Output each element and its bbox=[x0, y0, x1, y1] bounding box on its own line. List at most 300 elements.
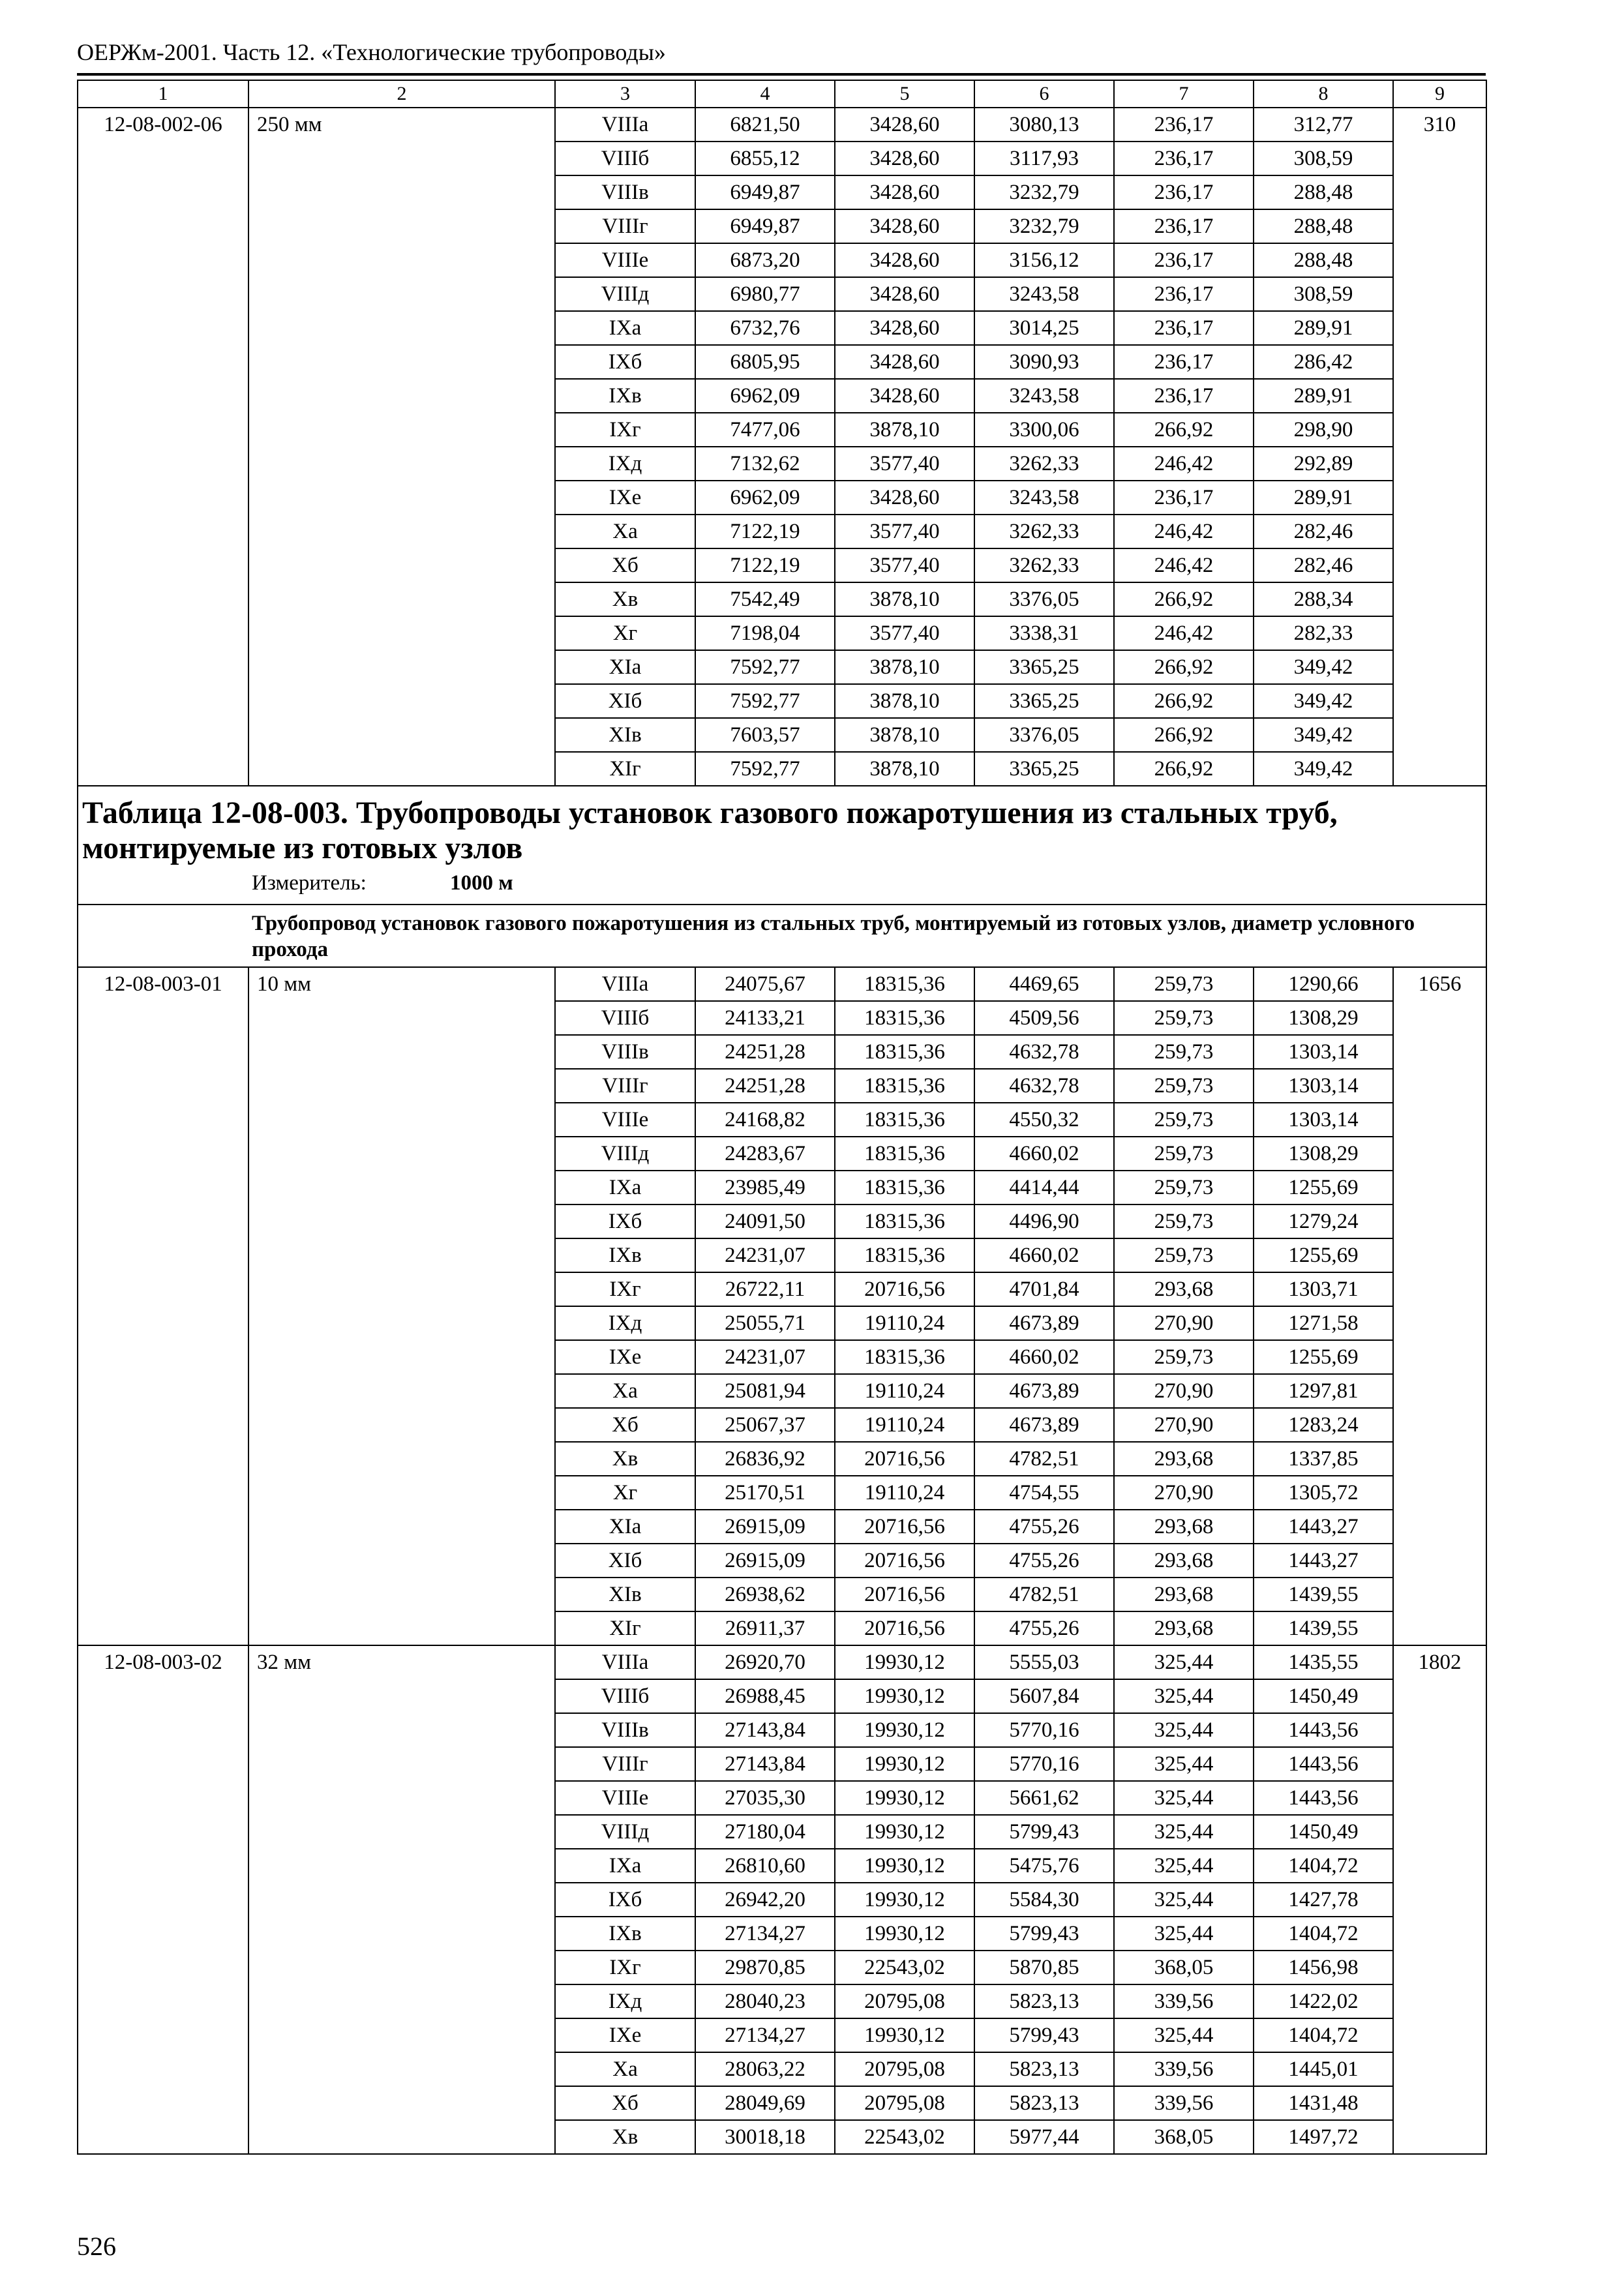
price-cell: 24231,07 bbox=[695, 1340, 835, 1374]
price-cell: 3878,10 bbox=[835, 650, 974, 684]
price-cell: 368,05 bbox=[1114, 2120, 1254, 2154]
price-cell: 4754,55 bbox=[974, 1476, 1114, 1510]
price-cell: 25170,51 bbox=[695, 1476, 835, 1510]
price-cell: 4660,02 bbox=[974, 1137, 1114, 1171]
price-cell: 20716,56 bbox=[835, 1510, 974, 1544]
price-cell: 325,44 bbox=[1114, 1747, 1254, 1781]
price-cell: 19930,12 bbox=[835, 1645, 974, 1679]
region-code: IXд bbox=[555, 1984, 695, 2018]
price-cell: 23985,49 bbox=[695, 1171, 835, 1204]
price-cell: 6821,50 bbox=[695, 108, 835, 142]
column-number: 3 bbox=[555, 80, 695, 108]
price-cell: 18315,36 bbox=[835, 1103, 974, 1137]
price-cell: 6873,20 bbox=[695, 243, 835, 277]
price-cell: 3262,33 bbox=[974, 515, 1114, 548]
price-cell: 1443,56 bbox=[1254, 1713, 1393, 1747]
column-number: 8 bbox=[1254, 80, 1393, 108]
region-code: IXд bbox=[555, 1306, 695, 1340]
region-code: VIIIа bbox=[555, 1645, 695, 1679]
column-number: 4 bbox=[695, 80, 835, 108]
price-cell: 26911,37 bbox=[695, 1611, 835, 1645]
price-cell: 26915,09 bbox=[695, 1510, 835, 1544]
price-cell: 27134,27 bbox=[695, 1917, 835, 1951]
price-cell: 7198,04 bbox=[695, 616, 835, 650]
price-cell: 282,46 bbox=[1254, 548, 1393, 582]
price-cell: 5555,03 bbox=[974, 1645, 1114, 1679]
region-code: XIг bbox=[555, 1611, 695, 1645]
price-cell: 5823,13 bbox=[974, 2086, 1114, 2120]
price-cell: 3232,79 bbox=[974, 209, 1114, 243]
price-cell: 27035,30 bbox=[695, 1781, 835, 1815]
price-cell: 298,90 bbox=[1254, 413, 1393, 447]
price-cell: 24133,21 bbox=[695, 1001, 835, 1035]
price-cell: 7122,19 bbox=[695, 548, 835, 582]
price-cell: 19110,24 bbox=[835, 1408, 974, 1442]
price-cell: 18315,36 bbox=[835, 1340, 974, 1374]
price-cell: 266,92 bbox=[1114, 582, 1254, 616]
price-cell: 18315,36 bbox=[835, 1035, 974, 1069]
price-cell: 1308,29 bbox=[1254, 1001, 1393, 1035]
price-cell: 266,92 bbox=[1114, 413, 1254, 447]
price-cell: 4660,02 bbox=[974, 1340, 1114, 1374]
price-cell: 18315,36 bbox=[835, 1001, 974, 1035]
price-cell: 22543,02 bbox=[835, 2120, 974, 2154]
price-cell: 28049,69 bbox=[695, 2086, 835, 2120]
price-cell: 1439,55 bbox=[1254, 1578, 1393, 1611]
price-cell: 1337,85 bbox=[1254, 1442, 1393, 1476]
price-cell: 1435,55 bbox=[1254, 1645, 1393, 1679]
price-cell: 3014,25 bbox=[974, 311, 1114, 345]
price-cell: 3262,33 bbox=[974, 447, 1114, 481]
price-cell: 288,48 bbox=[1254, 209, 1393, 243]
price-cell: 3365,25 bbox=[974, 650, 1114, 684]
price-cell: 20716,56 bbox=[835, 1544, 974, 1578]
region-code: Xа bbox=[555, 515, 695, 548]
measure-row bbox=[78, 866, 1486, 904]
price-cell: 24283,67 bbox=[695, 1137, 835, 1171]
price-cell: 259,73 bbox=[1114, 1238, 1254, 1272]
price-cell: 236,17 bbox=[1114, 311, 1254, 345]
price-cell: 368,05 bbox=[1114, 1951, 1254, 1984]
price-cell: 19110,24 bbox=[835, 1306, 974, 1340]
region-code: VIIIг bbox=[555, 1747, 695, 1781]
region-code: Xв bbox=[555, 582, 695, 616]
table-row bbox=[78, 967, 1486, 1001]
measure-label: Измеритель: bbox=[252, 871, 367, 895]
column-number: 2 bbox=[248, 80, 555, 108]
price-cell: 325,44 bbox=[1114, 1713, 1254, 1747]
region-code: XIб bbox=[555, 1544, 695, 1578]
region-code: VIIIе bbox=[555, 1103, 695, 1137]
price-cell: 6949,87 bbox=[695, 175, 835, 209]
price-cell: 289,91 bbox=[1254, 379, 1393, 413]
price-cell: 4755,26 bbox=[974, 1611, 1114, 1645]
price-cell: 20795,08 bbox=[835, 1984, 974, 2018]
region-code: IXв bbox=[555, 1917, 695, 1951]
price-cell: 3878,10 bbox=[835, 718, 974, 752]
region-code: IXд bbox=[555, 447, 695, 481]
price-cell: 7477,06 bbox=[695, 413, 835, 447]
region-code: XIа bbox=[555, 1510, 695, 1544]
region-code: IXб bbox=[555, 345, 695, 379]
price-cell: 308,59 bbox=[1254, 277, 1393, 311]
price-cell: 5977,44 bbox=[974, 2120, 1114, 2154]
price-cell: 349,42 bbox=[1254, 752, 1393, 786]
price-cell: 26920,70 bbox=[695, 1645, 835, 1679]
price-cell: 3878,10 bbox=[835, 684, 974, 718]
price-cell: 3878,10 bbox=[835, 582, 974, 616]
price-cell: 325,44 bbox=[1114, 1781, 1254, 1815]
item-code: 12-08-002-06 bbox=[78, 108, 248, 786]
price-cell: 4660,02 bbox=[974, 1238, 1114, 1272]
price-cell: 1443,56 bbox=[1254, 1747, 1393, 1781]
price-cell: 259,73 bbox=[1114, 1035, 1254, 1069]
price-cell: 19110,24 bbox=[835, 1476, 974, 1510]
price-cell: 19930,12 bbox=[835, 1747, 974, 1781]
document-header: ОЕРЖм-2001. Часть 12. «Технологические трубопроводы» bbox=[77, 39, 666, 65]
item-code: 12-08-003-02 bbox=[78, 1645, 248, 2154]
price-cell: 1303,14 bbox=[1254, 1035, 1393, 1069]
price-cell: 7603,57 bbox=[695, 718, 835, 752]
price-cell: 24091,50 bbox=[695, 1204, 835, 1238]
price-cell: 325,44 bbox=[1114, 1849, 1254, 1883]
column-number: 6 bbox=[974, 80, 1114, 108]
price-cell: 1450,49 bbox=[1254, 1679, 1393, 1713]
price-cell: 4782,51 bbox=[974, 1578, 1114, 1611]
price-cell: 24075,67 bbox=[695, 967, 835, 1001]
price-cell: 1255,69 bbox=[1254, 1340, 1393, 1374]
price-cell: 1303,14 bbox=[1254, 1069, 1393, 1103]
price-cell: 3428,60 bbox=[835, 379, 974, 413]
price-cell: 259,73 bbox=[1114, 1001, 1254, 1035]
price-cell: 1303,14 bbox=[1254, 1103, 1393, 1137]
column-numbers-row bbox=[78, 80, 1486, 108]
price-cell: 3365,25 bbox=[974, 752, 1114, 786]
price-cell: 19930,12 bbox=[835, 2018, 974, 2052]
price-cell: 292,89 bbox=[1254, 447, 1393, 481]
price-cell: 5661,62 bbox=[974, 1781, 1114, 1815]
price-cell: 6949,87 bbox=[695, 209, 835, 243]
price-cell: 7592,77 bbox=[695, 684, 835, 718]
price-cell: 7132,62 bbox=[695, 447, 835, 481]
price-cell: 270,90 bbox=[1114, 1374, 1254, 1408]
price-cell: 293,68 bbox=[1114, 1611, 1254, 1645]
price-cell: 1439,55 bbox=[1254, 1611, 1393, 1645]
price-cell: 282,46 bbox=[1254, 515, 1393, 548]
price-cell: 26722,11 bbox=[695, 1272, 835, 1306]
price-cell: 325,44 bbox=[1114, 1645, 1254, 1679]
price-cell: 4632,78 bbox=[974, 1069, 1114, 1103]
price-cell: 3262,33 bbox=[974, 548, 1114, 582]
price-cell: 4632,78 bbox=[974, 1035, 1114, 1069]
header-rule bbox=[77, 73, 1486, 76]
price-cell: 270,90 bbox=[1114, 1476, 1254, 1510]
price-cell: 26810,60 bbox=[695, 1849, 835, 1883]
table-title-row bbox=[78, 786, 1486, 905]
price-cell: 1443,27 bbox=[1254, 1544, 1393, 1578]
price-cell: 3577,40 bbox=[835, 616, 974, 650]
page-number: 526 bbox=[77, 2232, 116, 2261]
region-code: Xа bbox=[555, 1374, 695, 1408]
price-cell: 4673,89 bbox=[974, 1374, 1114, 1408]
price-cell: 3878,10 bbox=[835, 413, 974, 447]
price-cell: 3428,60 bbox=[835, 175, 974, 209]
price-cell: 3365,25 bbox=[974, 684, 1114, 718]
price-cell: 19930,12 bbox=[835, 1781, 974, 1815]
price-cell: 29870,85 bbox=[695, 1951, 835, 1984]
price-cell: 293,68 bbox=[1114, 1510, 1254, 1544]
price-cell: 18315,36 bbox=[835, 1238, 974, 1272]
region-code: IXб bbox=[555, 1883, 695, 1917]
price-cell: 26836,92 bbox=[695, 1442, 835, 1476]
price-cell: 20795,08 bbox=[835, 2052, 974, 2086]
price-cell: 236,17 bbox=[1114, 277, 1254, 311]
price-cell: 266,92 bbox=[1114, 718, 1254, 752]
price-cell: 24251,28 bbox=[695, 1069, 835, 1103]
price-cell: 236,17 bbox=[1114, 175, 1254, 209]
price-cell: 288,34 bbox=[1254, 582, 1393, 616]
region-code: VIIIб bbox=[555, 142, 695, 175]
price-cell: 1255,69 bbox=[1254, 1171, 1393, 1204]
region-code: IXг bbox=[555, 413, 695, 447]
price-cell: 3338,31 bbox=[974, 616, 1114, 650]
region-code: Xб bbox=[555, 548, 695, 582]
region-code: XIв bbox=[555, 718, 695, 752]
price-cell: 1308,29 bbox=[1254, 1137, 1393, 1171]
price-cell: 270,90 bbox=[1114, 1306, 1254, 1340]
price-cell: 236,17 bbox=[1114, 481, 1254, 515]
price-cell: 1431,48 bbox=[1254, 2086, 1393, 2120]
price-cell: 246,42 bbox=[1114, 616, 1254, 650]
price-cell: 4469,65 bbox=[974, 967, 1114, 1001]
price-cell: 26988,45 bbox=[695, 1679, 835, 1713]
price-cell: 289,91 bbox=[1254, 311, 1393, 345]
price-cell: 293,68 bbox=[1114, 1442, 1254, 1476]
price-cell: 24231,07 bbox=[695, 1238, 835, 1272]
price-cell: 325,44 bbox=[1114, 2018, 1254, 2052]
price-cell: 28063,22 bbox=[695, 2052, 835, 2086]
price-cell: 6980,77 bbox=[695, 277, 835, 311]
price-cell: 1255,69 bbox=[1254, 1238, 1393, 1272]
price-cell: 1456,98 bbox=[1254, 1951, 1393, 1984]
region-code: Xа bbox=[555, 2052, 695, 2086]
price-cell: 3428,60 bbox=[835, 311, 974, 345]
price-cell: 288,48 bbox=[1254, 243, 1393, 277]
price-cell: 325,44 bbox=[1114, 1883, 1254, 1917]
column-number: 9 bbox=[1393, 80, 1486, 108]
price-cell: 5607,84 bbox=[974, 1679, 1114, 1713]
region-code: IXе bbox=[555, 1340, 695, 1374]
region-code: VIIIб bbox=[555, 1001, 695, 1035]
price-cell: 339,56 bbox=[1114, 2086, 1254, 2120]
price-cell: 18315,36 bbox=[835, 967, 974, 1001]
price-cell: 259,73 bbox=[1114, 967, 1254, 1001]
region-code: Xг bbox=[555, 616, 695, 650]
item-code: 12-08-003-01 bbox=[78, 967, 248, 1645]
region-code: VIIIг bbox=[555, 1069, 695, 1103]
price-cell: 19930,12 bbox=[835, 1679, 974, 1713]
price-cell: 3878,10 bbox=[835, 752, 974, 786]
col9-value: 1802 bbox=[1393, 1645, 1486, 2154]
price-cell: 3428,60 bbox=[835, 108, 974, 142]
price-cell: 7122,19 bbox=[695, 515, 835, 548]
price-cell: 349,42 bbox=[1254, 684, 1393, 718]
table-row bbox=[78, 108, 1486, 142]
table-title: Таблица 12-08-003. Трубопроводы установок газового пожаротушения из стальных труб, монтируемые из готовых узлов bbox=[82, 796, 1338, 865]
price-cell: 3428,60 bbox=[835, 345, 974, 379]
region-code: Xв bbox=[555, 1442, 695, 1476]
item-diameter: 10 мм bbox=[248, 967, 555, 1645]
price-cell: 246,42 bbox=[1114, 515, 1254, 548]
price-cell: 1404,72 bbox=[1254, 1917, 1393, 1951]
price-cell: 18315,36 bbox=[835, 1204, 974, 1238]
price-cell: 6805,95 bbox=[695, 345, 835, 379]
price-cell: 325,44 bbox=[1114, 1679, 1254, 1713]
price-cell: 236,17 bbox=[1114, 108, 1254, 142]
price-cell: 26938,62 bbox=[695, 1578, 835, 1611]
price-cell: 1422,02 bbox=[1254, 1984, 1393, 2018]
region-code: VIIIд bbox=[555, 1815, 695, 1849]
price-cell: 266,92 bbox=[1114, 650, 1254, 684]
price-cell: 4550,32 bbox=[974, 1103, 1114, 1137]
price-cell: 282,33 bbox=[1254, 616, 1393, 650]
price-cell: 259,73 bbox=[1114, 1103, 1254, 1137]
region-code: IXг bbox=[555, 1272, 695, 1306]
price-cell: 1427,78 bbox=[1254, 1883, 1393, 1917]
region-code: VIIIг bbox=[555, 209, 695, 243]
price-cell: 7592,77 bbox=[695, 752, 835, 786]
price-cell: 3376,05 bbox=[974, 718, 1114, 752]
price-cell: 1279,24 bbox=[1254, 1204, 1393, 1238]
price-cell: 1271,58 bbox=[1254, 1306, 1393, 1340]
region-code: IXа bbox=[555, 311, 695, 345]
region-code: VIIIд bbox=[555, 1137, 695, 1171]
price-cell: 1404,72 bbox=[1254, 2018, 1393, 2052]
price-cell: 1450,49 bbox=[1254, 1815, 1393, 1849]
price-cell: 3117,93 bbox=[974, 142, 1114, 175]
price-cell: 1443,56 bbox=[1254, 1781, 1393, 1815]
price-cell: 27134,27 bbox=[695, 2018, 835, 2052]
price-cell: 4755,26 bbox=[974, 1544, 1114, 1578]
price-cell: 20716,56 bbox=[835, 1272, 974, 1306]
price-cell: 18315,36 bbox=[835, 1137, 974, 1171]
region-code: Xв bbox=[555, 2120, 695, 2154]
price-cell: 19930,12 bbox=[835, 1849, 974, 1883]
price-cell: 5770,16 bbox=[974, 1747, 1114, 1781]
price-cell: 24251,28 bbox=[695, 1035, 835, 1069]
price-cell: 286,42 bbox=[1254, 345, 1393, 379]
price-cell: 7592,77 bbox=[695, 650, 835, 684]
price-cell: 308,59 bbox=[1254, 142, 1393, 175]
price-cell: 325,44 bbox=[1114, 1815, 1254, 1849]
region-code: IXв bbox=[555, 379, 695, 413]
region-code: VIIIе bbox=[555, 243, 695, 277]
price-cell: 20795,08 bbox=[835, 2086, 974, 2120]
measure-value: 1000 м bbox=[450, 871, 513, 895]
table-subtitle: Трубопровод установок газового пожаротушения из стальных труб, монтируемый из готовых узлов, диаметр условного прохода bbox=[252, 912, 1415, 961]
price-cell: 259,73 bbox=[1114, 1171, 1254, 1204]
price-cell: 26942,20 bbox=[695, 1883, 835, 1917]
price-cell: 5584,30 bbox=[974, 1883, 1114, 1917]
region-code: IXе bbox=[555, 2018, 695, 2052]
region-code: VIIIб bbox=[555, 1679, 695, 1713]
price-cell: 3577,40 bbox=[835, 515, 974, 548]
price-cell: 20716,56 bbox=[835, 1442, 974, 1476]
price-cell: 259,73 bbox=[1114, 1204, 1254, 1238]
price-cell: 30018,18 bbox=[695, 2120, 835, 2154]
price-cell: 293,68 bbox=[1114, 1544, 1254, 1578]
price-cell: 5823,13 bbox=[974, 1984, 1114, 2018]
price-cell: 1404,72 bbox=[1254, 1849, 1393, 1883]
price-cell: 1297,81 bbox=[1254, 1374, 1393, 1408]
column-number: 1 bbox=[78, 80, 248, 108]
price-cell: 293,68 bbox=[1114, 1272, 1254, 1306]
price-cell: 293,68 bbox=[1114, 1578, 1254, 1611]
price-cell: 4755,26 bbox=[974, 1510, 1114, 1544]
region-code: IXа bbox=[555, 1849, 695, 1883]
price-cell: 259,73 bbox=[1114, 1069, 1254, 1103]
price-cell: 288,48 bbox=[1254, 175, 1393, 209]
region-code: IXв bbox=[555, 1238, 695, 1272]
price-cell: 19930,12 bbox=[835, 1917, 974, 1951]
price-cell: 5770,16 bbox=[974, 1713, 1114, 1747]
price-cell: 25055,71 bbox=[695, 1306, 835, 1340]
price-cell: 349,42 bbox=[1254, 650, 1393, 684]
table-subtitle-row bbox=[78, 905, 1486, 967]
price-cell: 270,90 bbox=[1114, 1408, 1254, 1442]
price-cell: 3577,40 bbox=[835, 447, 974, 481]
price-cell: 3300,06 bbox=[974, 413, 1114, 447]
price-cell: 3243,58 bbox=[974, 481, 1114, 515]
price-cell: 6732,76 bbox=[695, 311, 835, 345]
price-cell: 5799,43 bbox=[974, 1815, 1114, 1849]
column-number: 5 bbox=[835, 80, 974, 108]
region-code: VIIIа bbox=[555, 967, 695, 1001]
price-cell: 6962,09 bbox=[695, 481, 835, 515]
region-code: XIг bbox=[555, 752, 695, 786]
price-cell: 1283,24 bbox=[1254, 1408, 1393, 1442]
region-code: IXа bbox=[555, 1171, 695, 1204]
col9-value: 310 bbox=[1393, 108, 1486, 786]
price-cell: 3428,60 bbox=[835, 481, 974, 515]
region-code: Xб bbox=[555, 2086, 695, 2120]
region-code: Xг bbox=[555, 1476, 695, 1510]
price-cell: 7542,49 bbox=[695, 582, 835, 616]
item-diameter: 32 мм bbox=[248, 1645, 555, 2154]
price-table bbox=[77, 80, 1487, 2155]
price-cell: 5475,76 bbox=[974, 1849, 1114, 1883]
price-cell: 25067,37 bbox=[695, 1408, 835, 1442]
price-cell: 349,42 bbox=[1254, 718, 1393, 752]
price-cell: 339,56 bbox=[1114, 1984, 1254, 2018]
price-cell: 3428,60 bbox=[835, 209, 974, 243]
price-cell: 4701,84 bbox=[974, 1272, 1114, 1306]
price-cell: 3232,79 bbox=[974, 175, 1114, 209]
price-cell: 19930,12 bbox=[835, 1883, 974, 1917]
price-cell: 3090,93 bbox=[974, 345, 1114, 379]
price-cell: 18315,36 bbox=[835, 1171, 974, 1204]
price-cell: 3080,13 bbox=[974, 108, 1114, 142]
price-cell: 27143,84 bbox=[695, 1747, 835, 1781]
price-cell: 27180,04 bbox=[695, 1815, 835, 1849]
price-cell: 26915,09 bbox=[695, 1544, 835, 1578]
region-code: IXб bbox=[555, 1204, 695, 1238]
region-code: VIIIв bbox=[555, 175, 695, 209]
table-subtitle-cell bbox=[78, 905, 1486, 967]
price-cell: 19930,12 bbox=[835, 1815, 974, 1849]
price-cell: 19930,12 bbox=[835, 1713, 974, 1747]
price-cell: 339,56 bbox=[1114, 2052, 1254, 2086]
